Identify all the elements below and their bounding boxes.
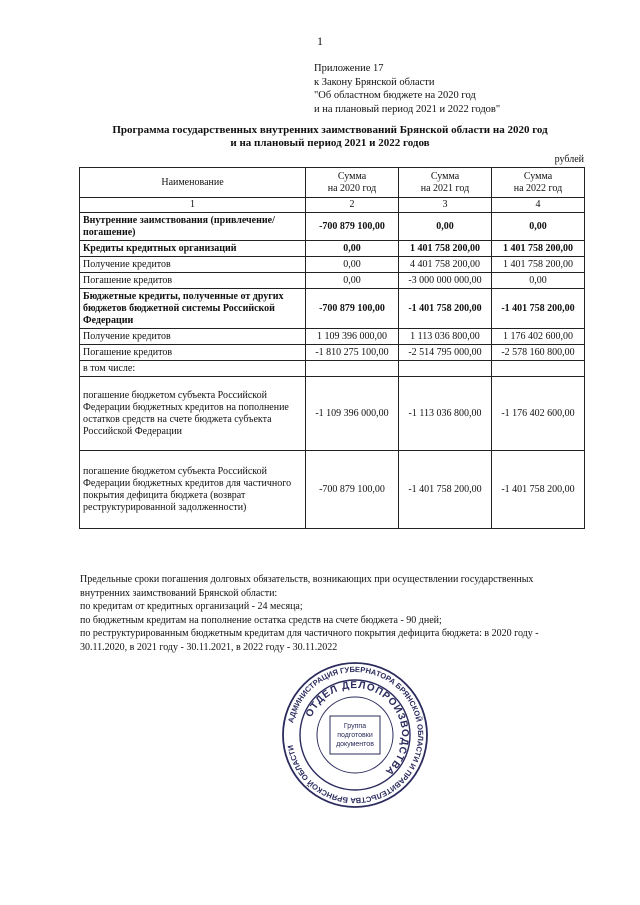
row-value-2021: -1 401 758 200,00 — [399, 289, 492, 329]
document-title — [60, 124, 600, 150]
header-sum-label: Сумма — [523, 170, 553, 182]
notes-line: по реструктурированным бюджетным кредитам для частичного покрытия дефицита бюджета: в 2020 году - 30.11.2020, в 2021 году - 30.11.2021, в 2022 году - 30.11.2022 — [80, 628, 539, 653]
header-sum-2022 — [492, 168, 585, 198]
row-value-2021: 1 113 036 800,00 — [399, 329, 492, 345]
row-value-2020: 0,00 — [306, 241, 399, 257]
row-value-2022: 1 401 758 200,00 — [492, 241, 585, 257]
row-value-2020: -700 879 100,00 — [306, 289, 399, 329]
row-name: в том числе: — [80, 361, 306, 377]
header-sum-label: Сумма — [337, 170, 367, 182]
title-line: Программа государственных внутренних заимствований Брянской области на 2020 год — [112, 124, 548, 136]
row-value-2021 — [399, 361, 492, 377]
row-value-2021: -2 514 795 000,00 — [399, 345, 492, 361]
row-value-2020: -1 109 396 000,00 — [306, 377, 399, 451]
header-sum-year: на 2022 год — [513, 182, 563, 194]
row-value-2022: -1 176 402 600,00 — [492, 377, 585, 451]
table-row — [80, 377, 585, 451]
row-name: Погашение кредитов — [80, 273, 306, 289]
row-value-2021: -1 113 036 800,00 — [399, 377, 492, 451]
row-name: Получение кредитов — [80, 257, 306, 273]
header-sum-2020 — [306, 168, 399, 198]
row-value-2022: 1 176 402 600,00 — [492, 329, 585, 345]
row-value-2020: 1 109 396 000,00 — [306, 329, 399, 345]
table-row — [80, 213, 585, 241]
column-number-row — [80, 198, 585, 213]
row-name: Кредиты кредитных организаций — [80, 241, 306, 257]
row-value-2020: -700 879 100,00 — [306, 451, 399, 529]
row-value-2020 — [306, 361, 399, 377]
row-value-2021: 1 401 758 200,00 — [399, 241, 492, 257]
table-row — [80, 289, 585, 329]
appendix-line: "Об областном бюджете на 2020 год — [314, 90, 476, 101]
row-name: Внутренние заимствования (привлечение/погашение) — [80, 213, 306, 241]
header-row — [80, 168, 585, 198]
row-name: погашение бюджетом субъекта Российской Федерации бюджетных кредитов на пополнение остатков средств на счете бюджета субъекта Российской Федерации — [80, 377, 306, 451]
units-label: рублей — [554, 154, 584, 165]
table-row — [80, 273, 585, 289]
row-value-2022: 0,00 — [492, 213, 585, 241]
table-row — [80, 361, 585, 377]
stamp-inner-text: ОТДЕЛ ДЕЛОПРОИЗВОДСТВА — [303, 679, 411, 778]
row-value-2021: -3 000 000 000,00 — [399, 273, 492, 289]
header-sum-year: на 2021 год — [420, 182, 470, 194]
row-name: погашение бюджетом субъекта Российской Федерации бюджетных кредитов для частичного покрытия дефицита бюджета (возврат реструктурированной задолженности) — [80, 451, 306, 529]
row-value-2022: -1 401 758 200,00 — [492, 289, 585, 329]
row-value-2022: 0,00 — [492, 273, 585, 289]
office-stamp — [280, 660, 430, 810]
row-value-2021: 0,00 — [399, 213, 492, 241]
col-number: 1 — [80, 198, 306, 213]
title-line: и на плановый период 2021 и 2022 годов — [230, 137, 430, 149]
header-sum-year: на 2020 год — [327, 182, 377, 194]
row-value-2020: -1 810 275 100,00 — [306, 345, 399, 361]
col-number: 4 — [492, 198, 585, 213]
appendix-line: и на плановый период 2021 и 2022 годов" — [314, 103, 501, 115]
table-row — [80, 345, 585, 361]
header-name: Наименование — [80, 168, 306, 198]
table-row — [80, 329, 585, 345]
row-name: Бюджетные кредиты, полученные от других бюджетов бюджетной системы Российской Федерации — [80, 289, 306, 329]
page-number: 1 — [317, 34, 323, 48]
notes-line: Предельные сроки погашения долговых обязательств, возникающих при осуществлении государственных внутренних заимствований Брянской области: — [80, 574, 534, 599]
row-value-2022: 1 401 758 200,00 — [492, 257, 585, 273]
row-value-2020: -700 879 100,00 — [306, 213, 399, 241]
appendix-header — [314, 62, 500, 116]
table-row — [80, 241, 585, 257]
notes-line: по бюджетным кредитам на пополнение остатка средств на счете бюджета - 90 дней; — [80, 614, 442, 626]
table-row — [80, 451, 585, 529]
borrowing-table — [79, 167, 585, 529]
row-name: Погашение кредитов — [80, 345, 306, 361]
row-value-2021: -1 401 758 200,00 — [399, 451, 492, 529]
table-row — [80, 257, 585, 273]
stamp-outer-text: АДМИНИСТРАЦИЯ ГУБЕРНАТОРА БРЯНСКОЙ ОБЛАСТИ И ПРАВИТЕЛЬСТВА БРЯНСКОЙ ОБЛАСТИ — [285, 664, 426, 806]
row-value-2021: 4 401 758 200,00 — [399, 257, 492, 273]
row-value-2022 — [492, 361, 585, 377]
stamp-center-text: Группа подготовки документов — [336, 723, 374, 748]
appendix-line: Приложение 17 — [314, 63, 384, 74]
row-name: Получение кредитов — [80, 329, 306, 345]
notes-line: по кредитам от кредитных организаций - 24 месяца; — [80, 601, 303, 612]
col-number: 3 — [399, 198, 492, 213]
header-sum-label: Сумма — [430, 170, 460, 182]
row-value-2022: -2 578 160 800,00 — [492, 345, 585, 361]
col-number: 2 — [306, 198, 399, 213]
header-sum-2021 — [399, 168, 492, 198]
appendix-line: к Закону Брянской области — [314, 76, 435, 88]
row-value-2020: 0,00 — [306, 273, 399, 289]
repayment-terms — [80, 573, 585, 654]
row-value-2020: 0,00 — [306, 257, 399, 273]
row-value-2022: -1 401 758 200,00 — [492, 451, 585, 529]
